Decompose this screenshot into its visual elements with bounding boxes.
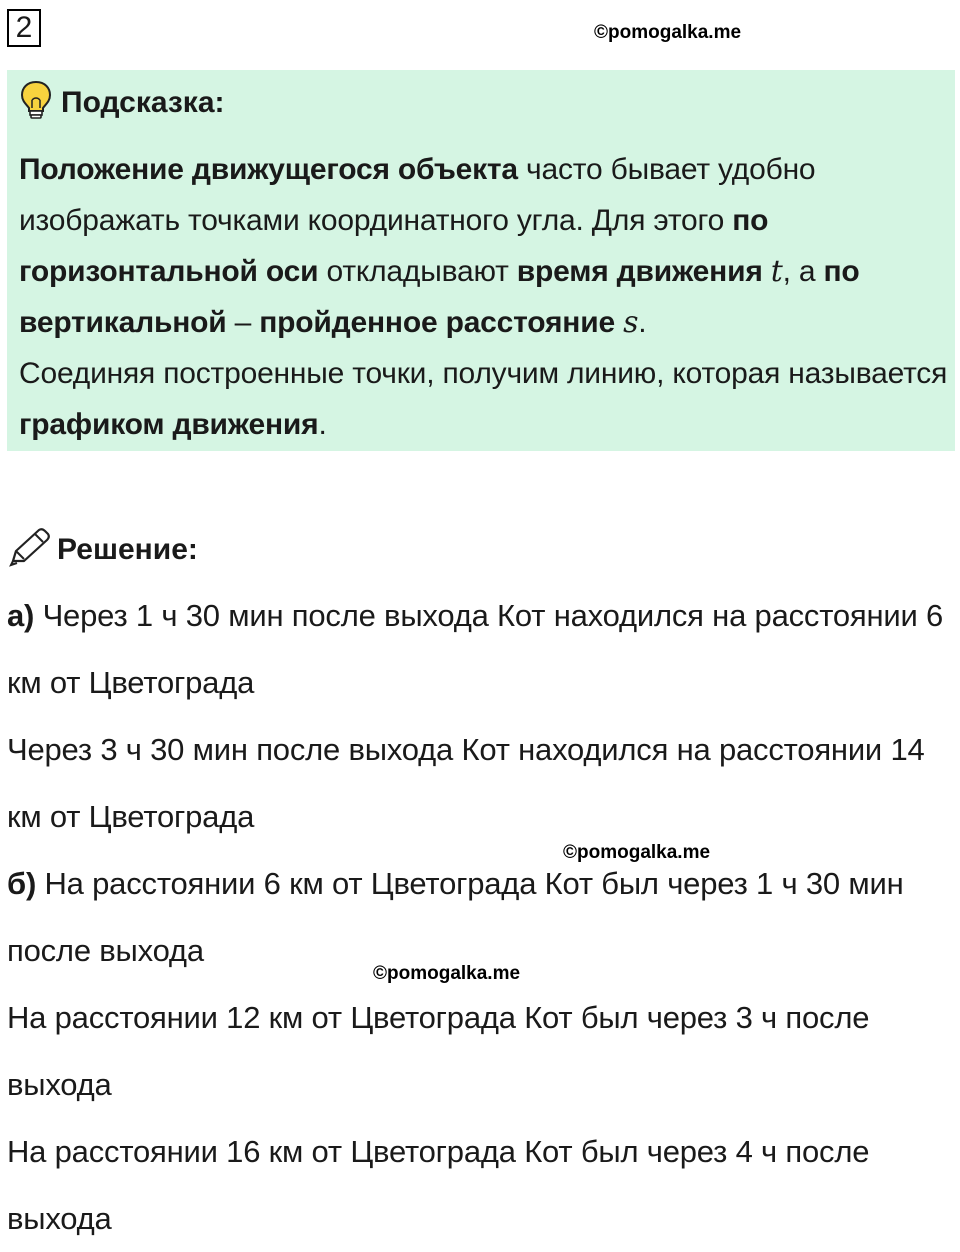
- solution-title-label: Решение:: [57, 532, 198, 566]
- hint-bold: по вертикальной: [19, 255, 860, 339]
- watermark: ©pomogalka.me: [594, 22, 742, 43]
- pencil-icon: [7, 527, 51, 572]
- variable-t: t: [770, 254, 783, 289]
- part-a-label: а): [7, 598, 35, 633]
- answer-a-line1: а) Через 1 ч 30 мин после выхода Кот находился на расстоянии 6 км от Цветограда: [7, 598, 944, 700]
- solution-title: [7, 527, 198, 572]
- hint-bold: Положение движущегося объекта: [19, 153, 518, 186]
- hint-title: [19, 80, 225, 125]
- answer-b-line2: На расстоянии 12 км от Цветограда Кот был через 3 ч после выхода: [7, 1000, 870, 1102]
- answer-b-line1: б) На расстоянии 6 км от Цветограда Кот был через 1 ч 30 мин после выхода: [7, 866, 904, 968]
- part-b-label: б): [7, 866, 37, 901]
- answer-b-line3: На расстоянии 16 км от Цветограда Кот был через 4 ч после выхода: [7, 1134, 870, 1236]
- hint-bold: по горизонтальной оси: [19, 204, 769, 288]
- hint-bold: пройденное расстояние: [259, 306, 615, 339]
- lightbulb-icon: [19, 80, 53, 125]
- variable-s: s: [623, 305, 639, 340]
- task-number: 2: [7, 9, 41, 47]
- hint-bold: время движения: [516, 255, 763, 288]
- hint-title-label: Подсказка:: [61, 85, 225, 119]
- watermark: ©pomogalka.me: [563, 842, 711, 863]
- hint-box: [7, 70, 955, 451]
- solution-body: [7, 582, 957, 1252]
- watermark: ©pomogalka.me: [373, 963, 521, 984]
- hint-bold: графиком движения: [19, 408, 319, 441]
- answer-a-line2: Через 3 ч 30 мин после выхода Кот находился на расстоянии 14 км от Цветограда: [7, 732, 925, 834]
- hint-text: Положение движущегося объекта часто бывает удобно изображать точками координатного угла. Для этого по горизонтальной оси откладывают время движения t, а по вертикальной – пройденное расстояние s. Соединяя построенные точки, получим линию, которая называется графиком движения.: [19, 153, 948, 441]
